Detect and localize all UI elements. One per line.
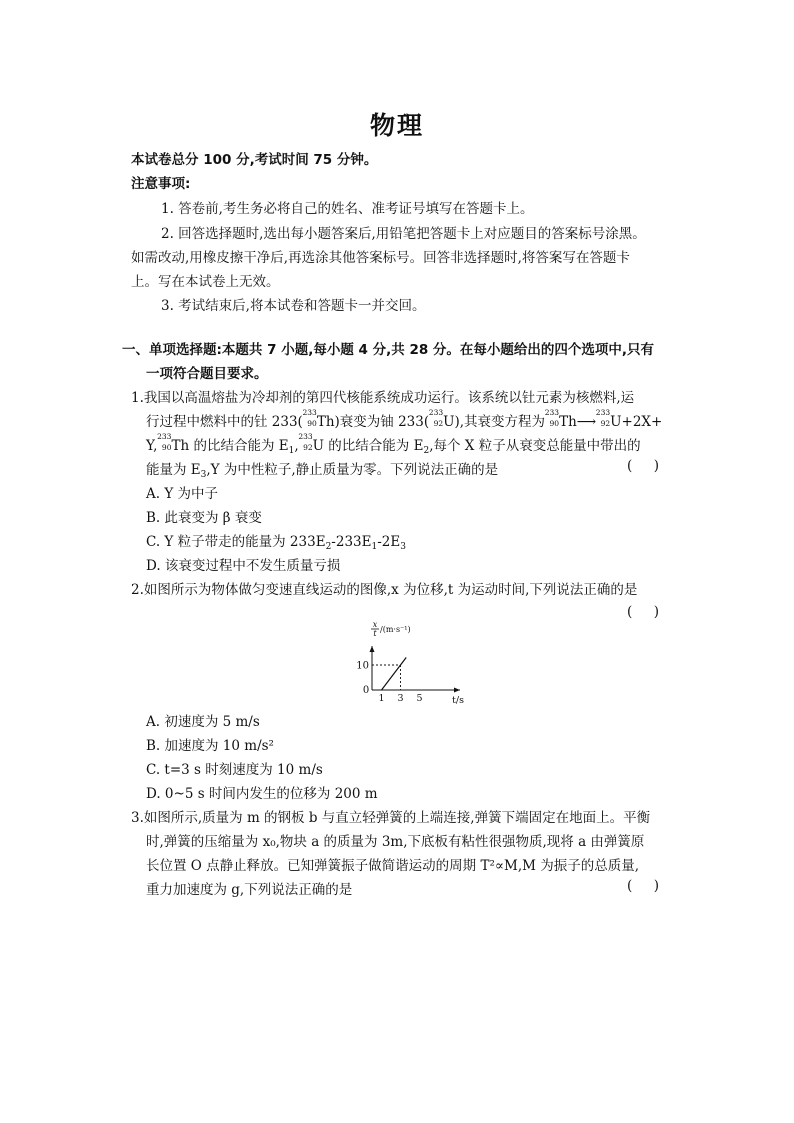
x-tick-label-1: 1 bbox=[378, 693, 385, 704]
q2-xt-graph bbox=[350, 620, 470, 710]
page-title: 物理 bbox=[369, 111, 424, 140]
x-tick-label-5: 5 bbox=[416, 693, 423, 704]
x-axis-arrow bbox=[454, 688, 460, 693]
q3-stem-line4: 重力加速度为 g,下列说法正确的是 bbox=[146, 882, 353, 898]
q3-stem-line1: 3.如图所示,质量为 m 的钢板 b 与直立轻弹簧的上端连接,弹簧下端固定在地面上。平衡 bbox=[131, 810, 651, 826]
note-2-cont: 如需改动,用橡皮擦干净后,再选涂其他答案标号。回答非选择题时,将答案写在答题卡 bbox=[131, 250, 630, 266]
q1-stem-line3: Y, 233 90 Th 的比结合能为 $E_1$, 233 92 U 的比结合能为 $E_2$,每个 X 粒子从衰变总能量中带出的 bbox=[146, 432, 641, 456]
q2-answer-blank: ( ) bbox=[627, 604, 659, 620]
q3-stem-line3: 长位置 O 点静止释放。已知弹簧振子做简谐运动的周期 T²∝M,M 为振子的总质量, bbox=[146, 858, 640, 874]
q1-stem-line4: 能量为 $E_3,Y$ 为中性粒子,静止质量为零。下列说法正确的是 bbox=[146, 462, 499, 480]
section-heading-cont: 一项符合题目要求。 bbox=[146, 366, 268, 382]
y-label-denominator: t bbox=[373, 629, 377, 638]
notes-heading: 注意事项: bbox=[131, 176, 191, 192]
q1-option-a: A. Y 为中子 bbox=[146, 486, 219, 502]
series-line-0 bbox=[382, 658, 407, 691]
note-2: 2. 回答选择题时,选出每小题答案后,用铅笔把答题卡上对应题目的答案标号涂黑。 bbox=[161, 226, 646, 242]
q2-option-c: C. t=3 s 时刻速度为 10 m/s bbox=[146, 762, 323, 778]
note-1: 1. 答卷前,考生务必将自己的姓名、准考证号填写在答题卡上。 bbox=[161, 201, 534, 217]
q1-option-b: B. 此衰变为 β 衰变 bbox=[146, 510, 262, 526]
q3-answer-blank: ( ) bbox=[627, 878, 659, 894]
x-tick-label-3: 3 bbox=[397, 693, 404, 704]
note-2-end: 上。写在本试卷上无效。 bbox=[131, 274, 280, 290]
origin-label: 0 bbox=[362, 685, 370, 696]
y-label-unit: /(m·s⁻¹) bbox=[380, 625, 411, 634]
q2-stem: 2.如图所示为物体做匀变速直线运动的图像,x 为位移,t 为运动时间,下列说法正确的是 bbox=[131, 582, 638, 598]
graph-marks bbox=[372, 658, 406, 691]
nuclide-th: 233 90 bbox=[302, 408, 317, 428]
note-3: 3. 考试结束后,将本试卷和答题卡一并交回。 bbox=[161, 298, 426, 314]
y-tick-label-10: 10 bbox=[356, 660, 369, 672]
y-axis-arrow bbox=[370, 646, 375, 652]
q1-answer-blank: ( ) bbox=[627, 458, 659, 474]
q2-option-d: D. 0~5 s 时间内发生的位移为 200 m bbox=[146, 786, 378, 802]
y-label-numerator: x bbox=[372, 620, 378, 629]
q1-stem-line2: 行过程中燃料中的钍 233( 233 90 Th)衰变为铀 233( 233 92 U),其衰变方程为 233 90 Th⟶ 233 92 U+2X+ bbox=[146, 408, 663, 430]
exam-info: 本试卷总分 100 分,考试时间 75 分钟。 bbox=[131, 152, 378, 168]
q2-option-b: B. 加速度为 10 m/s² bbox=[146, 738, 274, 754]
q2-option-a: A. 初速度为 5 m/s bbox=[146, 714, 260, 730]
q1-option-c: C. Y 粒子带走的能量为 $233E_2-233E_1-2E_3$ bbox=[146, 534, 406, 552]
q3-stem-line2: 时,弹簧的压缩量为 x₀,物块 a 的质量为 3m,下底板有粘性很强物质,现将 a 由弹簧原 bbox=[146, 834, 645, 850]
nuclide-u: 233 92 bbox=[428, 408, 444, 428]
q1-option-d: D. 该衰变过程中不发生质量亏损 bbox=[146, 558, 341, 574]
section-heading: 一、单项选择题:本题共 7 小题,每小题 4 分,共 28 分。在每小题给出的四个选项中,只有 bbox=[122, 342, 655, 358]
graph-axes bbox=[370, 646, 461, 693]
q1-stem-line1: 1.我国以高温熔盐为冷却剂的第四代核能系统成功运行。该系统以钍元素为核燃料,运 bbox=[131, 390, 635, 406]
x-axis-label: t/s bbox=[452, 695, 464, 706]
